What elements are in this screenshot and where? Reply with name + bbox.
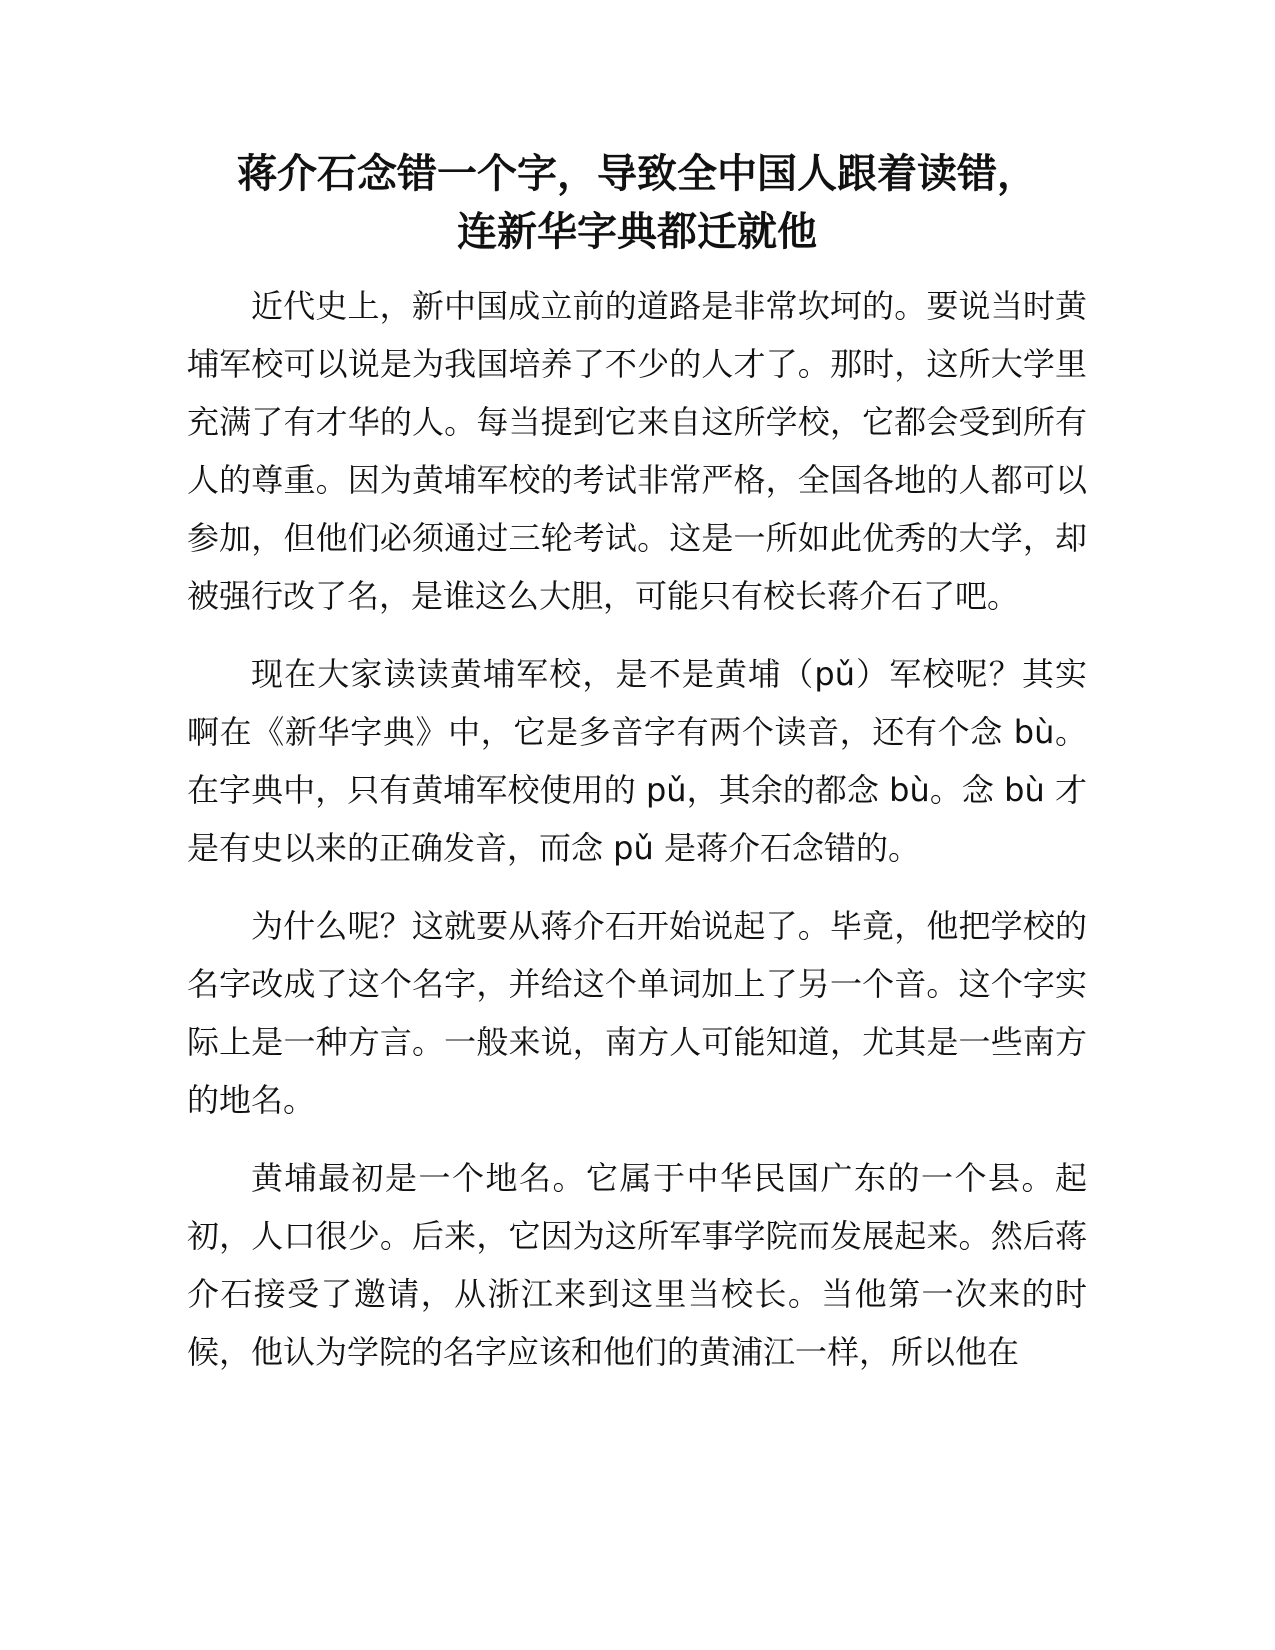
document-page: [187, 145, 1087, 1401]
document-title: [187, 145, 1087, 261]
title-line-2: 连新华字典都迁就他: [457, 209, 817, 255]
paragraph-3: 为什么呢？这就要从蒋介石开始说起了。毕竟，他把学校的名字改成了这个名字，并给这个单词加上了另一个音。这个字实际上是一种方言。一般来说，南方人可能知道，尤其是一些南方的地名。: [187, 907, 1087, 1119]
paragraph-2: 现在大家读读黄埔军校，是不是黄埔（pǔ）军校呢？其实啊在《新华字典》中，它是多音字有两个读音，还有个念 bù。在字典中，只有黄埔军校使用的 pǔ，其余的都念 bù。念 bù 才是有史以来的正确发音，而念 pǔ 是蒋介石念错的。: [187, 655, 1087, 867]
paragraph-4: 黄埔最初是一个地名。它属于中华民国广东的一个县。起初，人口很少。后来，它因为这所军事学院而发展起来。然后蒋介石接受了邀请，从浙江来到这里当校长。当他第一次来的时候，他认为学院的名字应该和他们的黄浦江一样，所以他在: [187, 1159, 1087, 1371]
document-body: [187, 277, 1087, 1381]
title-line-1: 蒋介石念错一个字，导致全中国人跟着读错，: [237, 151, 1037, 197]
paragraph-1: 近代史上，新中国成立前的道路是非常坎坷的。要说当时黄埔军校可以说是为我国培养了不少的人才了。那时，这所大学里充满了有才华的人。每当提到它来自这所学校，它都会受到所有人的尊重。因为黄埔军校的考试非常严格，全国各地的人都可以参加，但他们必须通过三轮考试。这是一所如此优秀的大学，却被强行改了名，是谁这么大胆，可能只有校长蒋介石了吧。: [187, 287, 1087, 615]
